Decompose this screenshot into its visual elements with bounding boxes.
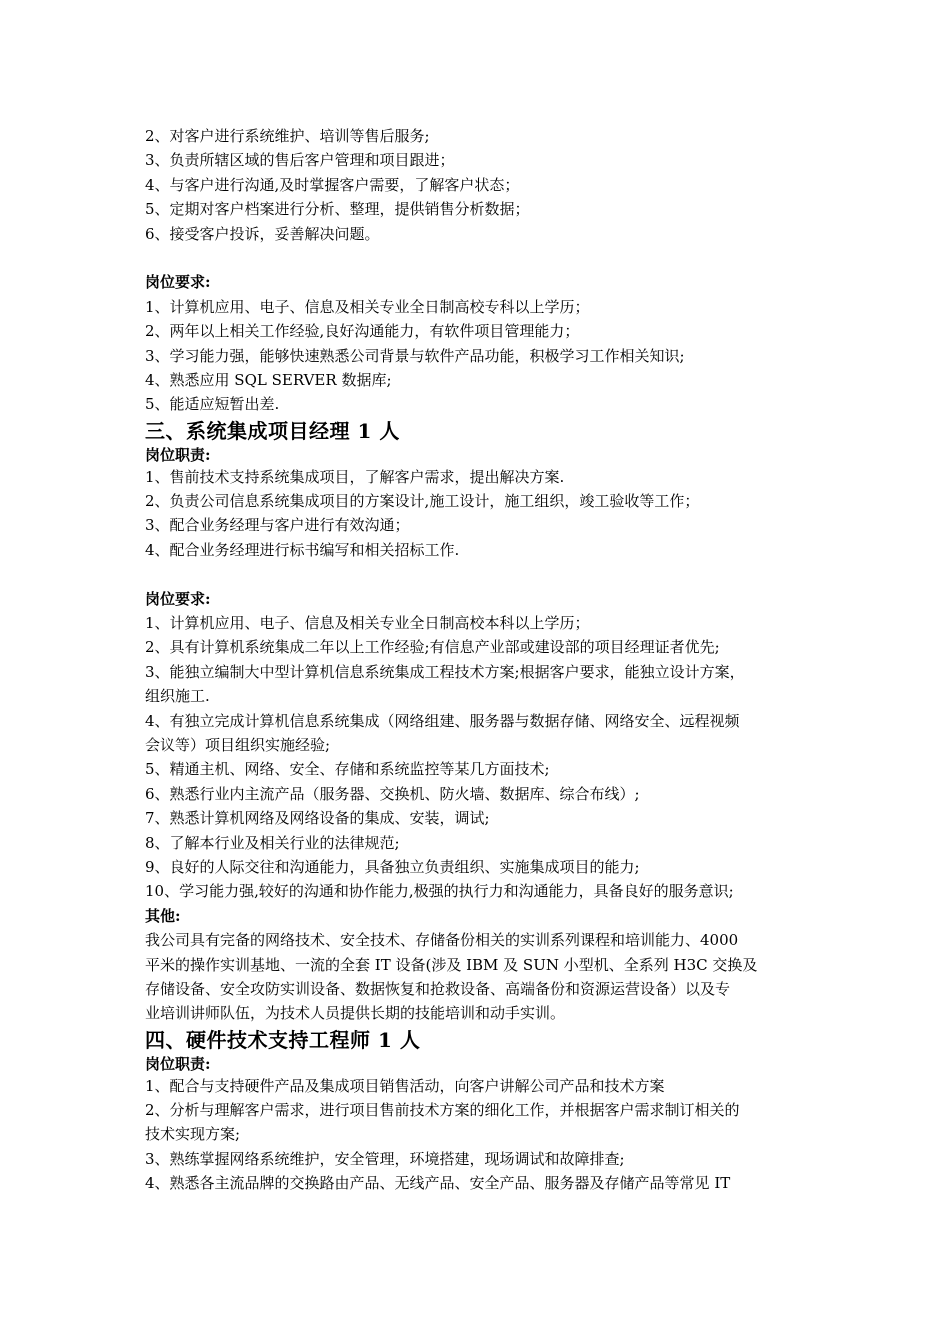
text-line: 3、学习能力强，能够快速熟悉公司背景与软件产品功能，积极学习工作相关知识; [145,346,685,365]
text-line: 6、接受客户投诉，妥善解决问题。 [145,224,380,243]
text-line: 4、配合业务经理进行标书编写和相关招标工作. [145,540,460,559]
text-line: 4、有独立完成计算机信息系统集成（网络组建、服务器与数据存储、网络安全、远程视频 [145,711,740,730]
text-line: 1、计算机应用、电子、信息及相关专业全日制高校本科以上学历； [145,614,590,633]
text-line: 我公司具有完备的网络技术、安全技术、存储备份相关的实训系列课程和培训能力、4000 [145,931,739,950]
text-line: 4、熟悉应用 SQL SERVER 数据库; [145,370,392,389]
document-page [145,124,825,1196]
text-line: 业培训讲师队伍，为技术人员提供长期的技能培训和动手实训。 [145,1004,566,1023]
text-line: 2、分析与理解客户需求，进行项目售前技术方案的细化工作，并根据客户需求制订相关的 [145,1101,740,1120]
text-line: 10、学习能力强,较好的沟通和协作能力,极强的执行力和沟通能力，具备良好的服务意识; [145,882,734,901]
text-line: 技术实现方案; [145,1125,241,1144]
text-line: 2、负责公司信息系统集成项目的方案设计,施工设计，施工组织，竣工验收等工作； [145,492,700,511]
text-line: 6、熟悉行业内主流产品（服务器、交换机、防火墙、数据库、综合布线）; [145,784,640,803]
subsection-label: 岗位职责: [145,1054,211,1073]
text-line: 会议等）项目组织实施经验; [145,735,331,754]
text-line: 1、计算机应用、电子、信息及相关专业全日制高校专科以上学历； [145,297,590,316]
subsection-label: 岗位要求: [145,273,211,292]
subsection-label: 其他: [145,906,181,925]
section-heading: 四、硬件技术支持工程师 1 人 [145,1027,421,1052]
blank-line [145,562,825,586]
text-line: 3、配合业务经理与客户进行有效沟通； [145,516,410,535]
text-line: 1、售前技术支持系统集成项目，了解客户需求，提出解决方案. [145,467,565,486]
text-line: 8、了解本行业及相关行业的法律规范; [145,833,400,852]
text-line: 平米的操作实训基地、一流的全套 IT 设备(涉及 IBM 及 SUN 小型机、全系列 H3C 交换及 [145,955,758,974]
section-heading: 三、系统集成项目经理 1 人 [145,418,400,443]
text-line: 9、良好的人际交往和沟通能力，具备独立负责组织、实施集成项目的能力; [145,857,640,876]
text-line: 存储设备、安全攻防实训设备、数据恢复和抢救设备、高端备份和资源运营设备）以及专 [145,979,731,998]
subsection-label: 岗位职责: [145,445,211,464]
text-line: 5、定期对客户档案进行分析、整理，提供销售分析数据； [145,200,530,219]
text-line: 3、熟练掌握网络系统维护，安全管理，环境搭建，现场调试和故障排查; [145,1149,625,1168]
text-line: 7、熟悉计算机网络及网络设备的集成、安装，调试; [145,809,490,828]
text-line: 3、负责所辖区域的售后客户管理和项目跟进； [145,151,455,170]
blank-line [145,246,825,270]
text-line: 1、配合与支持硬件产品及集成项目销售活动，向客户讲解公司产品和技术方案 [145,1076,665,1095]
text-line: 3、能独立编制大中型计算机信息系统集成工程技术方案;根据客户要求，能独立设计方案， [145,662,745,681]
text-line: 5、能适应短暂出差. [145,395,280,414]
text-line: 2、两年以上相关工作经验,良好沟通能力，有软件项目管理能力； [145,322,580,341]
text-line: 2、具有计算机系统集成二年以上工作经验;有信息产业部或建设部的项目经理证者优先; [145,638,720,657]
text-line: 4、与客户进行沟通,及时掌握客户需要，了解客户状态； [145,175,520,194]
subsection-label: 岗位要求: [145,589,211,608]
text-line: 5、精通主机、网络、安全、存储和系统监控等某几方面技术; [145,760,550,779]
text-line: 2、对客户进行系统维护、培训等售后服务; [145,127,430,145]
text-line: 4、熟悉各主流品牌的交换路由产品、无线产品、安全产品、服务器及存储产品等常见 IT [145,1174,731,1193]
text-line: 组织施工. [145,687,210,706]
